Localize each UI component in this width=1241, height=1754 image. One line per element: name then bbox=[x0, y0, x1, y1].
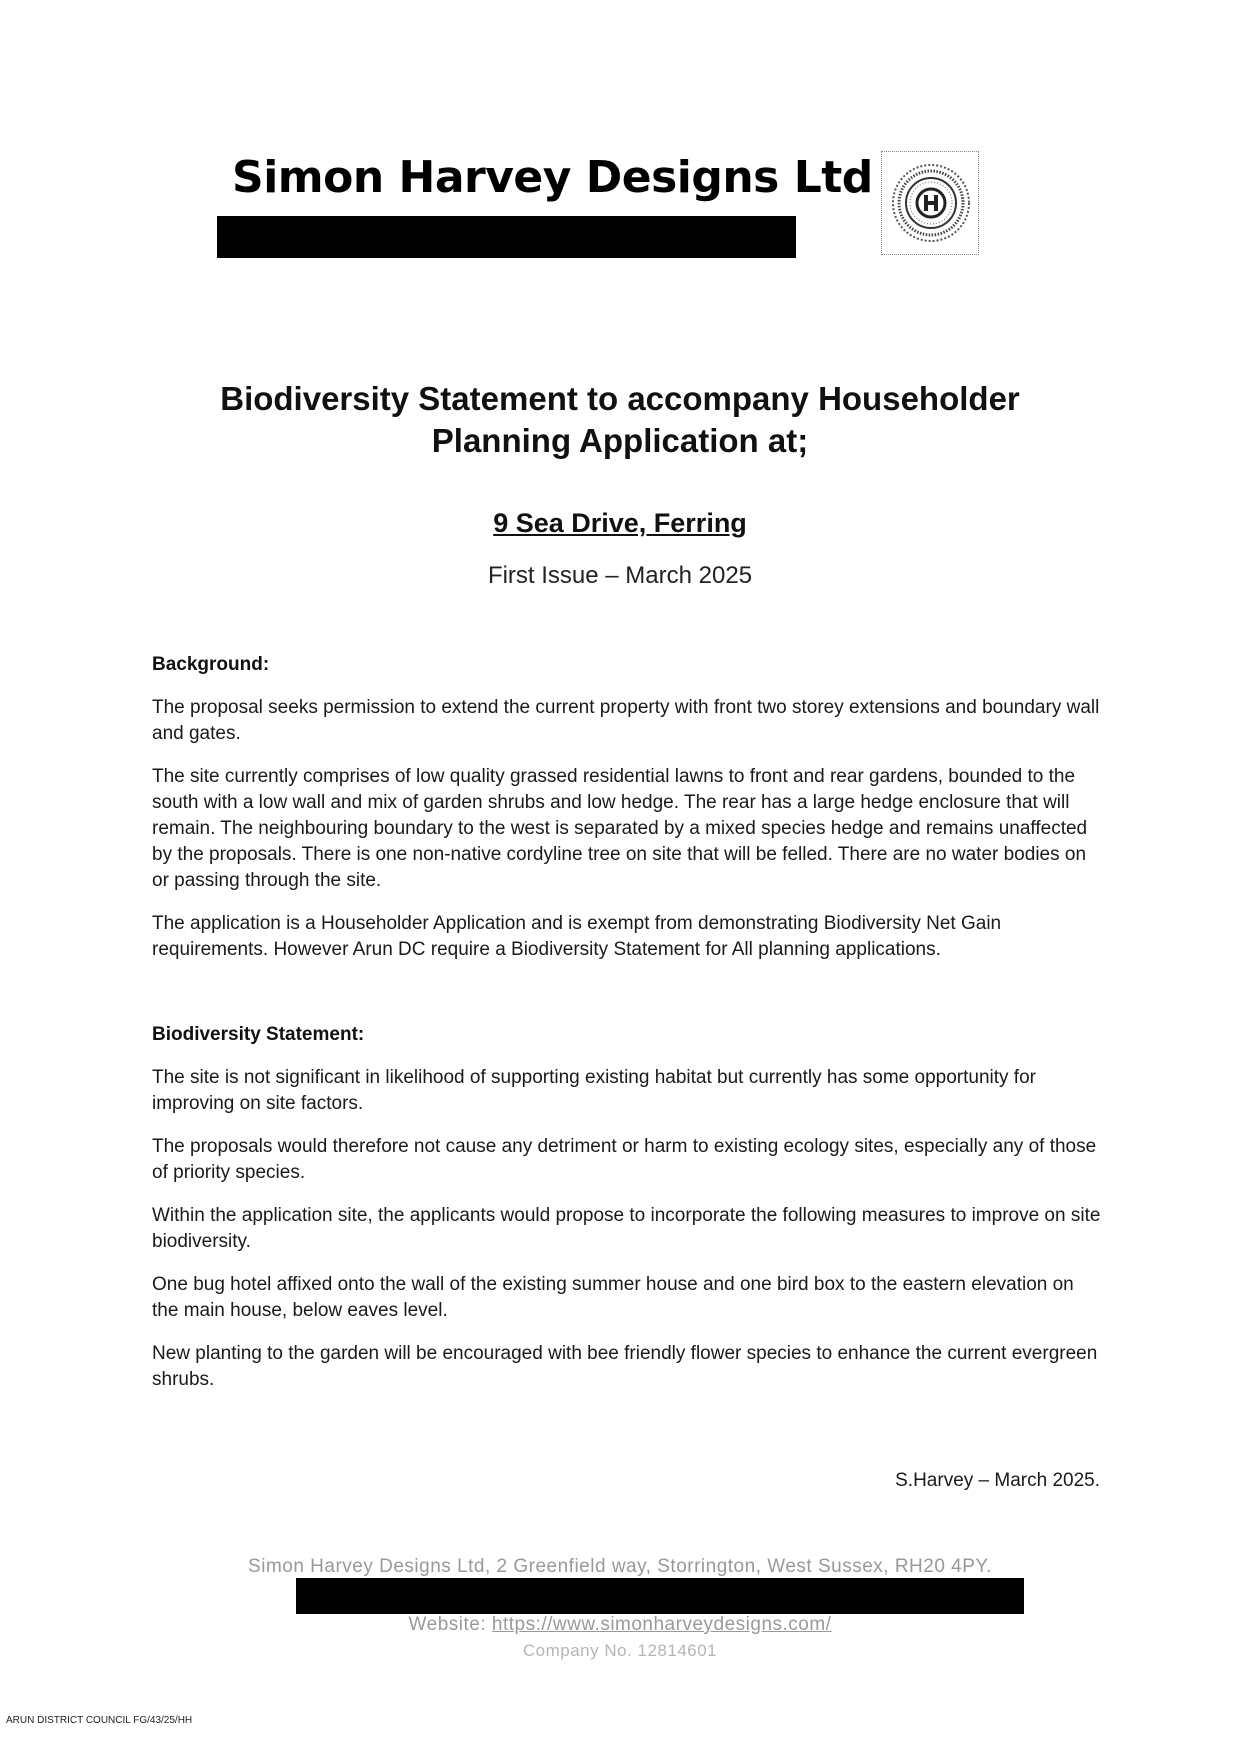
site-address: 9 Sea Drive, Ferring bbox=[493, 508, 747, 538]
title-line-1: Biodiversity Statement to accompany Householder bbox=[220, 380, 1020, 417]
website-link[interactable]: https://www.simonharveydesigns.com/ bbox=[491, 1614, 832, 1635]
statement-paragraph: The proposals would therefore not cause any detriment or harm to existing ecology sites, especially any of those of priority species. bbox=[152, 1136, 1097, 1183]
statement-paragraph: Within the application site, the applicants would propose to incorporate the following measures to improve on site biodiversity. bbox=[152, 1205, 1101, 1252]
council-reference-stamp: ARUN DISTRICT COUNCIL FG/43/25/HH bbox=[6, 1715, 193, 1726]
background-paragraph: The application is a Householder Application and is exempt from demonstrating Biodiversity Net Gain requirements. However Arun DC require a Biodiversity Statement for All planning applications. bbox=[152, 913, 1002, 960]
title-line-2: Planning Application at; bbox=[431, 422, 809, 459]
redaction-bar bbox=[217, 216, 796, 258]
signoff: S.Harvey – March 2025. bbox=[895, 1470, 1100, 1491]
background-heading: Background: bbox=[152, 654, 270, 675]
statement-paragraph: The site is not significant in likelihood of supporting existing habitat but currently has some opportunity for improving on site factors. bbox=[152, 1067, 1036, 1114]
footer-address: Simon Harvey Designs Ltd, 2 Greenfield way, Storrington, West Sussex, RH20 4PY. bbox=[248, 1556, 992, 1577]
statement-section bbox=[152, 1022, 1102, 1410]
seal-icon bbox=[882, 152, 980, 256]
issue-date: First Issue – March 2025 bbox=[487, 562, 753, 589]
footer-redaction-bar bbox=[296, 1578, 1024, 1614]
company-logo bbox=[881, 151, 979, 255]
statement-paragraph: New planting to the garden will be encouraged with bee friendly flower species to enhance the current evergreen shrubs. bbox=[152, 1343, 1098, 1390]
company-name: Simon Harvey Designs Ltd bbox=[232, 152, 873, 203]
footer-company-number: Company No. 12814601 bbox=[522, 1641, 718, 1660]
website-label: Website: bbox=[408, 1614, 487, 1635]
statement-heading: Biodiversity Statement: bbox=[152, 1024, 365, 1045]
footer-website bbox=[160, 1614, 1080, 1636]
background-paragraph: The proposal seeks permission to extend the current property with front two storey extensions and boundary wall and gates. bbox=[152, 697, 1100, 744]
background-paragraph: The site currently comprises of low quality grassed residential lawns to front and rear gardens, bounded to the south with a low wall and mix of garden shrubs and low hedge. The rear has a large hedge enclosure that will remain. The neighbouring boundary to the west is separated by a mixed species hedge and remains unaffected by the proposals. There is one non-native cordyline tree on site that will be felled. There are no water bodies on or passing through the site. bbox=[152, 766, 1088, 891]
statement-paragraph: One bug hotel affixed onto the wall of the existing summer house and one bird box to the eastern elevation on the main house, below eaves level. bbox=[152, 1274, 1074, 1321]
background-section bbox=[152, 652, 1102, 980]
document-title bbox=[150, 378, 1090, 462]
